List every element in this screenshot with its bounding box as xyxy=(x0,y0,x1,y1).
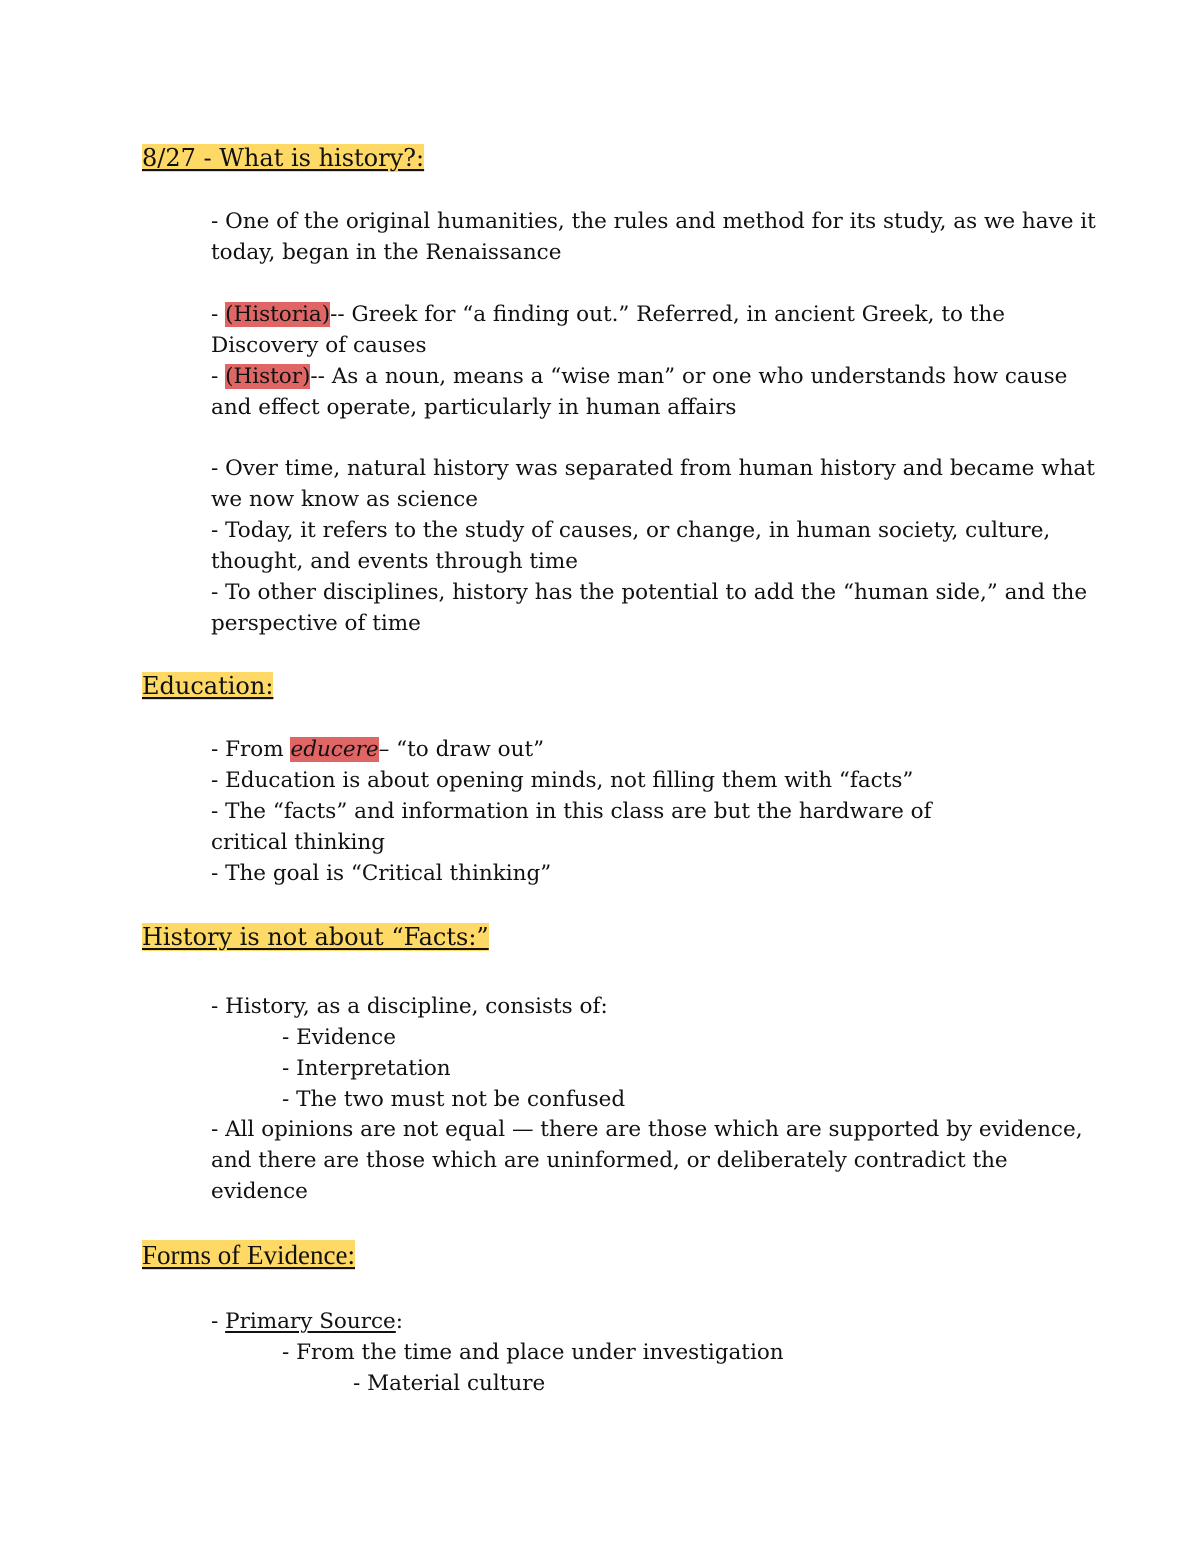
note-block-etymology xyxy=(211,299,1067,423)
term-educere: educere xyxy=(290,737,379,762)
note-text: -- As a noun, means a “wise man” or one who understands how cause xyxy=(310,364,1068,389)
note-line: Discovery of causes xyxy=(211,333,427,358)
note-block-opinions xyxy=(211,1114,1083,1207)
term-primary-source: Primary Source xyxy=(225,1309,396,1334)
heading-text: Forms of Evidence: xyxy=(142,1240,355,1270)
heading-text: Education: xyxy=(142,672,274,700)
note-block-modern-meaning xyxy=(211,453,1095,639)
note-line xyxy=(211,734,932,765)
note-line: - History, as a discipline, consists of: xyxy=(211,994,608,1019)
note-line: we now know as science xyxy=(211,487,479,512)
dash: - xyxy=(211,1309,226,1334)
note-line: and there are those which are uninformed, or deliberately contradict the xyxy=(211,1148,1008,1173)
section-heading-education xyxy=(142,671,273,701)
note-line: perspective of time xyxy=(211,611,421,636)
term-historia: (Historia) xyxy=(225,302,331,327)
note-text: -- Greek for “a finding out.” Referred, in ancient Greek, to the xyxy=(330,302,1005,327)
dash: - xyxy=(211,364,226,389)
note-block-discipline xyxy=(211,991,608,1022)
note-line: and effect operate, particularly in human affairs xyxy=(211,395,737,420)
note-block-education xyxy=(211,734,932,889)
section-heading-not-facts xyxy=(142,922,489,952)
note-line: critical thinking xyxy=(211,830,386,855)
term-histor: (Histor) xyxy=(225,364,311,389)
note-block-primary-source-def xyxy=(282,1337,784,1368)
section-heading-what-is-history xyxy=(142,143,424,173)
section-heading-forms-of-evidence xyxy=(142,1239,355,1271)
note-line: - One of the original humanities, the rules and method for its study, as we have it xyxy=(211,209,1096,234)
note-block-primary-source xyxy=(211,1306,403,1337)
note-line: - To other disciplines, history has the potential to add the “human side,” and the xyxy=(211,580,1088,605)
note-line: today, began in the Renaissance xyxy=(211,240,562,265)
heading-text: 8/27 - What is history?: xyxy=(142,144,425,172)
note-line: - All opinions are not equal — there are those which are supported by evidence, xyxy=(211,1117,1083,1142)
colon: : xyxy=(395,1309,404,1334)
note-line: - Evidence xyxy=(282,1025,396,1050)
note-line: - Interpretation xyxy=(282,1056,451,1081)
note-line: - The goal is “Critical thinking” xyxy=(211,861,552,886)
note-line: - Material culture xyxy=(353,1371,546,1396)
note-line xyxy=(211,1306,403,1337)
note-line: evidence xyxy=(211,1179,308,1204)
note-line xyxy=(211,361,1067,392)
note-text: – “to draw out” xyxy=(378,737,545,762)
dash: - xyxy=(211,302,226,327)
note-line: - The two must not be confused xyxy=(282,1087,626,1112)
note-line xyxy=(211,299,1067,330)
note-line: - Today, it refers to the study of causes, or change, in human society, culture, xyxy=(211,518,1051,543)
note-block-discipline-parts xyxy=(282,1022,625,1115)
note-line: - The “facts” and information in this class are but the hardware of xyxy=(211,799,932,824)
note-block-material-culture xyxy=(353,1368,545,1399)
heading-text: History is not about “Facts:” xyxy=(142,923,489,951)
note-line: - Over time, natural history was separated from human history and became what xyxy=(211,456,1095,481)
note-text: - From xyxy=(211,737,291,762)
note-line: - From the time and place under investigation xyxy=(282,1340,784,1365)
note-line: thought, and events through time xyxy=(211,549,579,574)
note-line: - Education is about opening minds, not filling them with “facts” xyxy=(211,768,914,793)
note-block-humanities xyxy=(211,206,1096,268)
